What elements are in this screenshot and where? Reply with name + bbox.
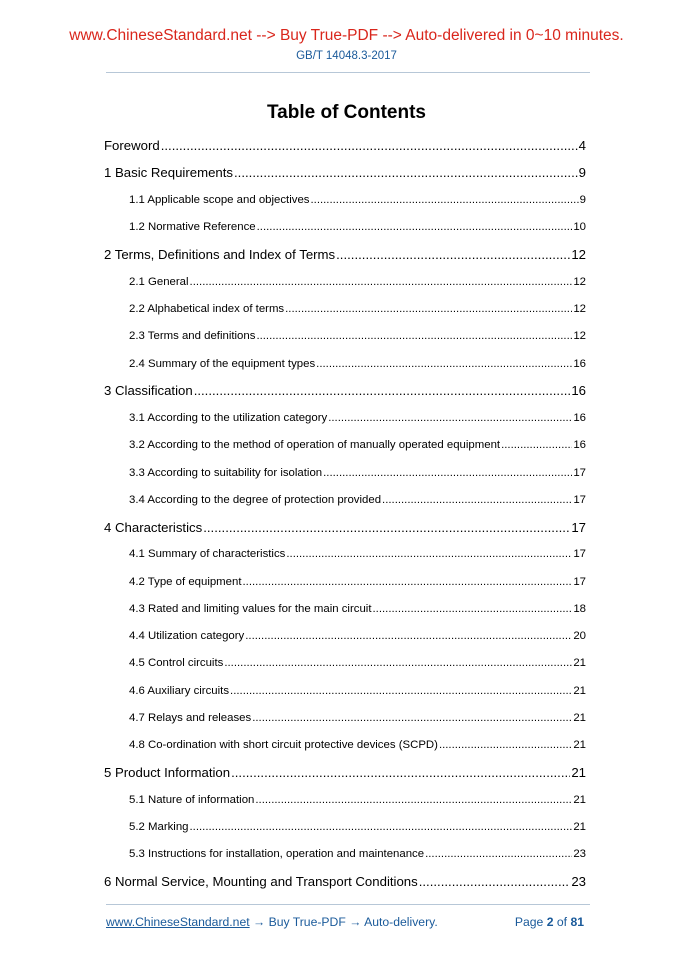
footer-buy-text: Buy True-PDF: [268, 915, 346, 929]
toc-dot-leader: [243, 576, 573, 588]
toc-entry-label: 3.1 According to the utilization category: [129, 412, 328, 425]
toc-entry-label: 1 Basic Requirements: [104, 165, 234, 181]
toc-entry-page: 12: [573, 330, 586, 343]
toc-dot-leader: [336, 247, 570, 262]
toc-chapter-entry[interactable]: [104, 514, 586, 541]
toc-dot-leader: [252, 712, 572, 724]
toc-dot-leader: [286, 548, 572, 560]
toc-section-entry[interactable]: [104, 732, 586, 759]
toc-entry-label: 4 Characteristics: [104, 519, 203, 535]
toc-dot-leader: [234, 165, 578, 180]
toc-chapter-entry[interactable]: [104, 759, 586, 786]
toc-entry-label: 2.3 Terms and definitions: [129, 330, 256, 343]
arrow-icon: →: [253, 915, 266, 929]
toc-dot-leader: [245, 630, 572, 642]
toc-entry-page: 4: [578, 138, 586, 154]
toc-entry-page: 17: [573, 548, 586, 561]
arrow-icon: →: [349, 915, 362, 929]
toc-entry-page: 16: [573, 412, 586, 425]
page-title: Table of Contents: [266, 102, 427, 123]
toc-dot-leader: [190, 276, 573, 288]
footer-promo: [106, 915, 438, 929]
toc-entry-page: 23: [573, 848, 586, 861]
page-footer: [106, 915, 584, 929]
toc-section-entry[interactable]: [104, 405, 586, 432]
toc-entry-label: 4.4 Utilization category: [129, 630, 245, 643]
toc-dot-leader: [501, 439, 572, 451]
toc-section-entry[interactable]: [104, 650, 586, 677]
toc-entry-label: 3.3 According to suitability for isolation: [129, 466, 323, 479]
toc-chapter-entry[interactable]: [104, 159, 586, 186]
toc-section-entry[interactable]: [104, 704, 586, 731]
toc-dot-leader: [382, 494, 572, 506]
toc-entry-page: 21: [573, 793, 586, 806]
toc-section-entry[interactable]: [104, 459, 586, 486]
toc-section-entry[interactable]: [104, 677, 586, 704]
toc-entry-page: 9: [578, 165, 586, 181]
toc-entry-label: 5.1 Nature of information: [129, 793, 255, 806]
toc-entry-label: 4.5 Control circuits: [129, 657, 224, 670]
document-id: GB/T 14048.3-2017: [296, 50, 397, 62]
toc-section-entry[interactable]: [104, 541, 586, 568]
toc-chapter-entry[interactable]: [104, 868, 586, 895]
toc-dot-leader: [194, 383, 571, 398]
toc-entry-label: 4.3 Rated and limiting values for the main circuit: [129, 602, 372, 615]
toc-dot-leader: [323, 467, 572, 479]
toc-entry-label: 4.2 Type of equipment: [129, 575, 242, 588]
toc-dot-leader: [316, 358, 572, 370]
toc-section-entry[interactable]: [104, 486, 586, 513]
toc-entry-page: 21: [573, 820, 586, 833]
toc-section-entry[interactable]: [104, 623, 586, 650]
toc-dot-leader: [256, 330, 572, 342]
toc-dot-leader: [439, 739, 572, 751]
toc-entry-label: 1.1 Applicable scope and objectives: [129, 194, 310, 207]
toc-entry-label: 2.2 Alphabetical index of terms: [129, 303, 285, 316]
toc-entry-label: 1.2 Normative Reference: [129, 221, 256, 234]
toc-entry-label: 4.1 Summary of characteristics: [129, 548, 286, 561]
toc-entry-page: 16: [573, 439, 586, 452]
toc-entry-label: Foreword: [104, 138, 160, 154]
toc-section-entry[interactable]: [104, 786, 586, 813]
toc-entry-page: 21: [573, 711, 586, 724]
toc-entry-page: 23: [571, 873, 586, 889]
toc-entry-label: 4.7 Relays and releases: [129, 711, 252, 724]
toc-entry-label: 2 Terms, Definitions and Index of Terms: [104, 247, 336, 263]
header-divider: [106, 72, 590, 73]
toc-entry-page: 17: [571, 519, 586, 535]
toc-entry-label: 2.4 Summary of the equipment types: [129, 357, 316, 370]
toc-entry-label: 3 Classification: [104, 383, 193, 399]
toc-entry-page: 21: [573, 657, 586, 670]
total-pages: 81: [570, 915, 584, 929]
toc-entry-label: 3.2 According to the method of operation of manually operated equipment: [129, 439, 501, 452]
toc-dot-leader: [373, 603, 573, 615]
current-page: 2: [546, 915, 554, 929]
toc-entry-page: 12: [573, 275, 586, 288]
toc-section-entry[interactable]: [104, 813, 586, 840]
toc-dot-leader: [285, 303, 572, 315]
table-of-contents: [104, 132, 586, 895]
toc-dot-leader: [224, 657, 572, 669]
toc-dot-leader: [257, 221, 573, 233]
toc-entry-label: 4.8 Co-ordination with short circuit protective devices (SCPD): [129, 739, 438, 752]
toc-dot-leader: [161, 138, 578, 153]
toc-entry-label: 5.2 Marking: [129, 820, 189, 833]
toc-entry-page: 10: [573, 221, 586, 234]
toc-dot-leader: [419, 874, 571, 889]
toc-entry-page: 20: [573, 630, 586, 643]
toc-dot-leader: [255, 794, 572, 806]
toc-entry-page: 21: [571, 764, 586, 780]
toc-dot-leader: [310, 194, 578, 206]
toc-section-entry[interactable]: [104, 432, 586, 459]
footer-divider: [106, 904, 590, 905]
toc-section-entry[interactable]: [104, 187, 586, 214]
toc-chapter-entry[interactable]: [104, 241, 586, 268]
top-banner[interactable]: www.ChineseStandard.net --> Buy True-PDF --> Auto-delivered in 0~10 minutes.: [69, 27, 624, 44]
toc-entry-page: 12: [573, 303, 586, 316]
toc-entry-label: 4.6 Auxiliary circuits: [129, 684, 230, 697]
toc-section-entry[interactable]: [104, 268, 586, 295]
toc-entry-label: 3.4 According to the degree of protection provided: [129, 493, 382, 506]
toc-chapter-entry[interactable]: [104, 132, 586, 159]
toc-entry-page: 18: [573, 602, 586, 615]
toc-dot-leader: [328, 412, 572, 424]
toc-dot-leader: [230, 685, 572, 697]
toc-chapter-entry[interactable]: [104, 377, 586, 404]
toc-entry-page: 9: [579, 194, 586, 207]
toc-entry-page: 17: [573, 466, 586, 479]
toc-entry-label: 5.3 Instructions for installation, operation and maintenance: [129, 848, 425, 861]
footer-site-link[interactable]: www.ChineseStandard.net: [106, 915, 250, 929]
toc-section-entry[interactable]: [104, 841, 586, 868]
toc-section-entry[interactable]: [104, 323, 586, 350]
toc-entry-page: 17: [573, 493, 586, 506]
toc-section-entry[interactable]: [104, 350, 586, 377]
toc-entry-page: 16: [573, 357, 586, 370]
toc-entry-page: 21: [573, 739, 586, 752]
toc-section-entry[interactable]: [104, 595, 586, 622]
page-indicator: Page 2 of 81: [514, 915, 584, 929]
toc-dot-leader: [203, 520, 570, 535]
toc-section-entry[interactable]: [104, 568, 586, 595]
toc-entry-page: 16: [571, 383, 586, 399]
footer-delivery-text: Auto-delivery.: [364, 915, 438, 929]
toc-dot-leader: [231, 765, 570, 780]
toc-entry-label: 5 Product Information: [104, 764, 231, 780]
toc-entry-label: 2.1 General: [129, 275, 189, 288]
toc-entry-label: 6 Normal Service, Mounting and Transport Conditions: [104, 873, 418, 889]
toc-section-entry[interactable]: [104, 296, 586, 323]
toc-entry-page: 17: [573, 575, 586, 588]
toc-entry-page: 12: [571, 247, 586, 263]
toc-entry-page: 21: [573, 684, 586, 697]
toc-dot-leader: [190, 821, 573, 833]
toc-section-entry[interactable]: [104, 214, 586, 241]
toc-dot-leader: [425, 848, 572, 860]
